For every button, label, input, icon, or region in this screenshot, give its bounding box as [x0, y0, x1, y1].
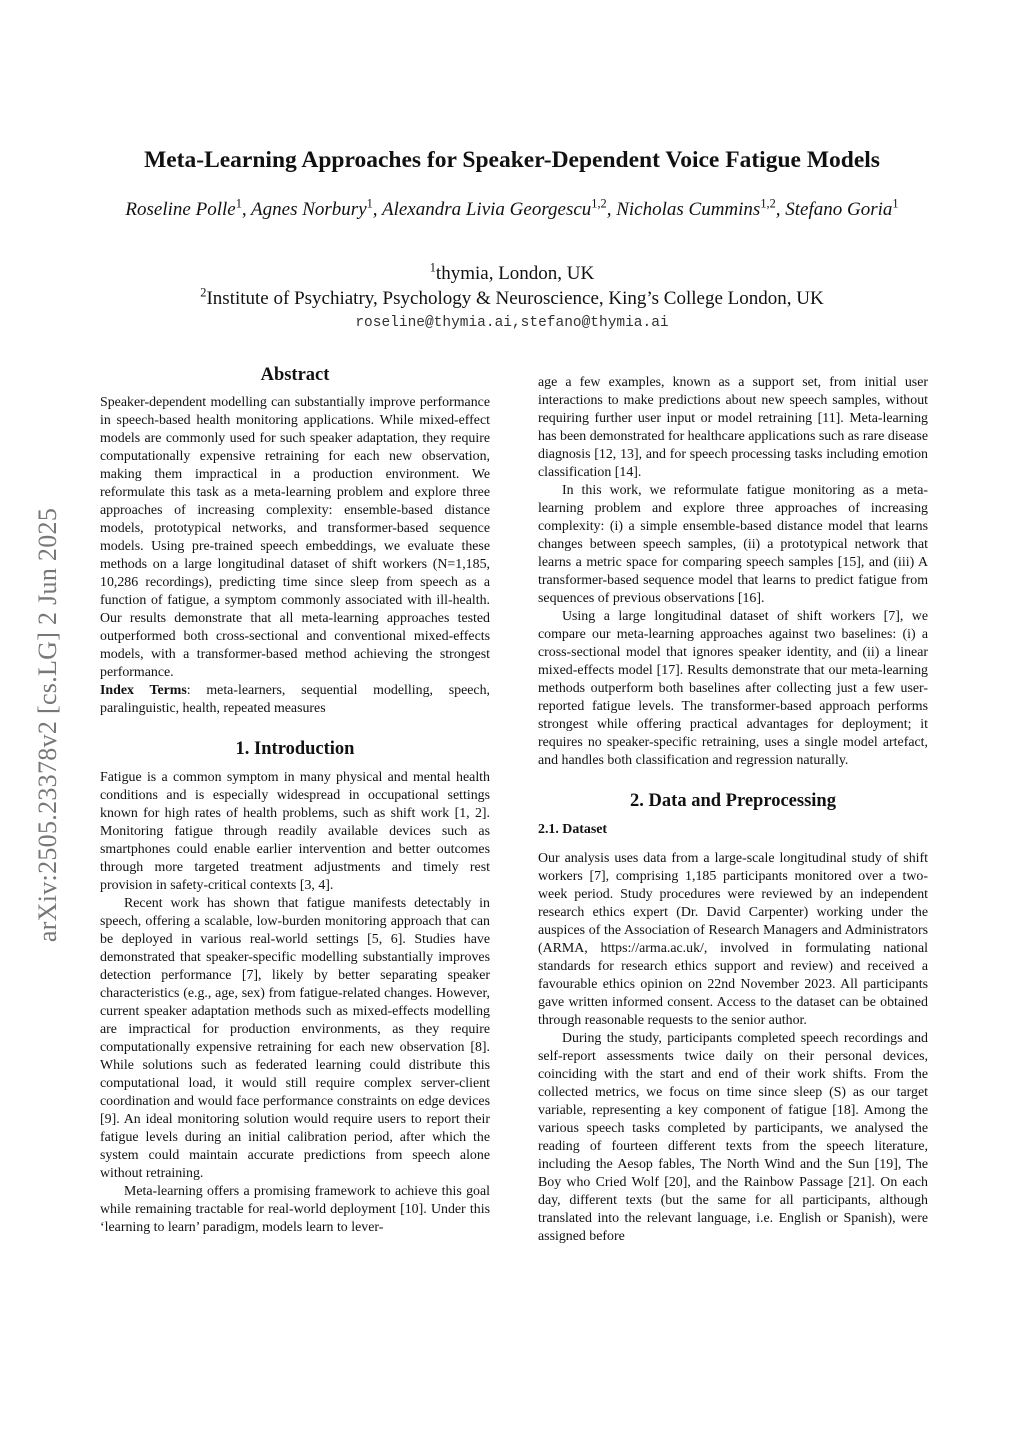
dataset-paragraph: Our analysis uses data from a large-scale longitudinal study of shift workers [7], comprising 1,185 participants monitored over a two-week period. Study procedures were reviewed by an independent research ethics expert (Dr. David Carpenter) working under the auspices of the Association of Research Managers and Administrators (ARMA, https://arma.ac.uk/, involved in formulating national standards for research ethics support and review) and received a favourable ethics opinion on 22nd November 2023. All participants gave written informed consent. Access to the dataset can be obtained through reasonable requests to the senior author.: [538, 851, 928, 1028]
body-paragraph: age a few examples, known as a support set, from initial user interactions to make predictions about new speech samples, without requiring further user input or model retraining [11]. Meta-learning has been demonstrated for healthcare applications such as rare disease diagnosis [12, 13], and for speech processing tasks including emotion classification [14].: [538, 375, 928, 480]
abstract-heading: Abstract: [260, 365, 330, 385]
intro-paragraph: Fatigue is a common symptom in many physical and mental health conditions and is especially widespread in occupational settings known for high rates of health problems, such as shift work [1, 2]. Monitoring fatigue through readily available devices such as smartphones could enable earlier intervention and better outcomes through more targeted treatment adjustments and timely rest provision in safety-critical contexts [3, 4].: [100, 770, 490, 893]
intro-paragraph: Recent work has shown that fatigue manifests detectably in speech, offering a scalable, low-burden monitoring approach that can be deployed in various real-world settings [5, 6]. Studies have demonstrated that speaker-specific modelling substantially improves detection performance [7], likely by better separating speaker characteristics (e.g., age, sex) from fatigue-related changes. However, current speaker adaptation methods such as mixed-effects modelling are impractical for production environments, as they require computationally expensive retraining for each new observation [8]. While solutions such as federated learning could distribute this computational load, it would still require complex server-client coordination and would face performance constraints on edge devices [9]. An ideal monitoring solution would require users to report their fatigue levels during an initial calibration period, after which the system could maintain accurate predictions from speech alone without retraining.: [100, 896, 490, 1181]
right-column: [538, 374, 928, 1246]
author-affiliation-mark: 1: [892, 196, 899, 211]
author-name: Alexandra Livia Georgescu: [381, 199, 592, 220]
abstract-text: Speaker-dependent modelling can substantially improve performance in speech-based health monitoring applications. While mixed-effect models are commonly used for such speaker adaptation, they require computationally expensive retraining for each new observation, making them impractical in a production environment. We reformulate this task as a meta-learning problem and explore three approaches of increasing complexity: ensemble-based distance models, prototypical networks, and transformer-based sequence models. Using pre-trained speech embeddings, we evaluate these methods on a large longitudinal dataset of shift workers (N=1,185, 10,286 recordings), predicting time since sleep from speech as a function of fatigue, a symptom commonly associated with ill-health. Our results demonstrate that all meta-learning approaches tested outperformed both cross-sectional and conventional mixed-effects models, with a transformer-based method achieving the strongest performance.: [100, 395, 490, 680]
data-section-heading: 2. Data and Preprocessing: [630, 791, 836, 811]
arxiv-sidebar-stamp: [28, 430, 68, 1020]
index-terms-label: Index Terms: [100, 683, 187, 698]
author-affiliation-mark: 1,2: [591, 196, 607, 211]
author-emails[interactable]: roseline@thymia.ai,stefano@thymia.ai: [355, 315, 669, 331]
affiliation-mark: 2: [200, 285, 207, 300]
paper-title: Meta-Learning Approaches for Speaker-Dependent Voice Fatigue Models: [144, 147, 880, 173]
affiliation-text: Institute of Psychiatry, Psychology & Neuroscience, King’s College London, UK: [206, 288, 824, 309]
introduction-heading: 1. Introduction: [235, 739, 355, 759]
author-affiliation-mark: 1,2: [760, 196, 776, 211]
author-name: Stefano Goria: [785, 199, 893, 220]
author-name: Roseline Polle: [125, 199, 236, 220]
affiliation-1: [60, 262, 964, 286]
author-affiliation-mark: 1: [235, 196, 242, 211]
author-name: Agnes Norbury: [251, 199, 367, 220]
dataset-paragraph: During the study, participants completed speech recordings and self-report assessments twice daily on their personal devices, coinciding with the start and end of their work shifts. From the collected metrics, we focus on time since sleep (S) as our target variable, representing a key component of fatigue [18]. Among the various speech tasks completed by participants, we analysed the reading of fourteen different texts from the speech literature, including the Aesop fables, The North Wind and the Sun [19], The Boy who Cried Wolf [20], and the Rainbow Passage [21]. On each day, different texts (but the same for all participants, although translated into the relevant language, i.e. English or Spanish), were assigned before: [538, 1031, 928, 1244]
intro-paragraph: Meta-learning offers a promising framework to achieve this goal while remaining tractable for real-world deployment [10]. Under this ‘learning to learn’ paradigm, models learn to lever-: [100, 1184, 490, 1235]
dataset-subheading: 2.1. Dataset: [538, 822, 608, 837]
author-list: Roseline Polle$^1$, Agnes Norbury$^1$, Alexandra Livia Georgescu$^{1,2}$, Nicholas Cummins$^{1,2}$, Stefano Goria$^1$: [125, 196, 899, 220]
affiliation-2: [60, 287, 964, 311]
affiliation-mark: 1: [429, 260, 436, 275]
body-paragraph: Using a large longitudinal dataset of shift workers [7], we compare our meta-learning approaches against two baselines: (i) a cross-sectional model that ignores speaker identity, and (ii) a linear mixed-effects model [17]. Results demonstrate that our meta-learning methods outperform both baselines after collecting just a few user-reported fatigue levels. The transformer-based approach performs strongest while offering practical advantages for deployment; it requires no speaker-specific retraining, uses a single model artefact, and handles both classification and regression naturally.: [538, 609, 928, 768]
author-affiliation-mark: 1: [366, 196, 373, 211]
arxiv-identifier: arXiv:2505.23378v2 [cs.LG] 2 Jun 2025: [33, 507, 62, 943]
index-terms: [100, 682, 490, 718]
body-paragraph: In this work, we reformulate fatigue monitoring as a meta-learning problem and explore three approaches of increasing complexity: (i) a simple ensemble-based distance model that learns changes between speech samples, (ii) a prototypical network that learns a metric space for comparing speech samples [15], and (iii) A transformer-based sequence model that learns to predict fatigue from sequences of previous observations [16].: [538, 483, 928, 606]
affiliation-text: thymia, London, UK: [435, 263, 595, 284]
left-column: [100, 366, 490, 1237]
index-terms-text: : meta-learners, sequential modelling, speech, paralinguistic, health, repeated measures: [100, 683, 490, 716]
author-name: Nicholas Cummins: [616, 199, 761, 220]
